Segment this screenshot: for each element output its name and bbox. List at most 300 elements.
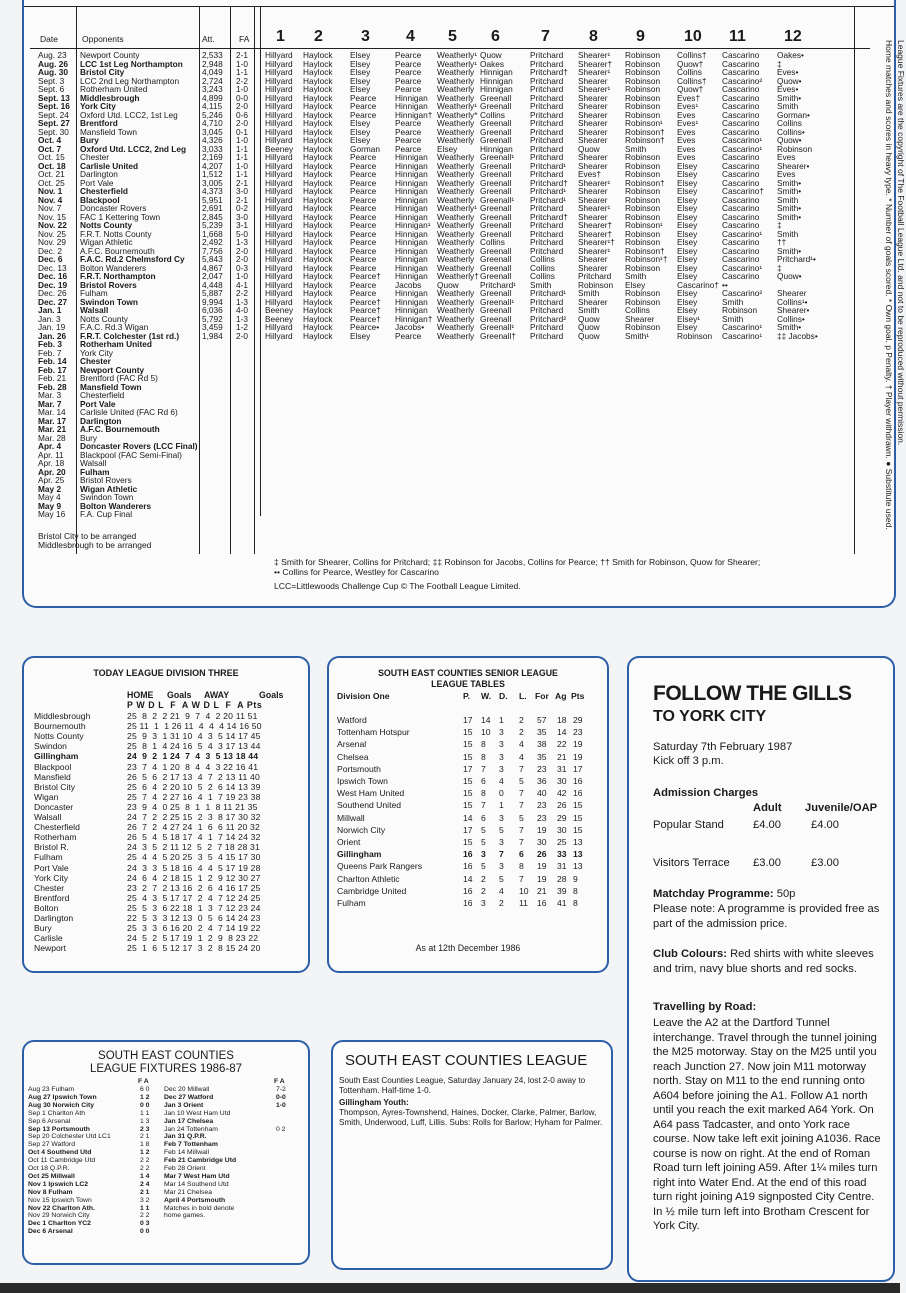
table-value: 30 bbox=[537, 837, 547, 847]
team-name: Orient bbox=[337, 837, 361, 847]
player-name: Quow† bbox=[677, 58, 704, 69]
table-value: 15 bbox=[573, 824, 583, 835]
team-name: Charlton Athletic bbox=[337, 873, 400, 884]
fixture-score: 3-0 bbox=[236, 186, 248, 196]
player-name: Shearer bbox=[578, 126, 608, 137]
player-name: Hinnigan bbox=[395, 254, 428, 264]
team-record: 25 11 1 1 26 11 4 4 4 14 16 50 bbox=[127, 721, 262, 732]
player-name: Elsey bbox=[677, 228, 698, 239]
player-name: Haylock bbox=[303, 254, 333, 264]
youth-fixture-score: 0 3 bbox=[140, 1220, 150, 1228]
fixture-score: 2-2 bbox=[236, 75, 248, 86]
youth-fixture-opponent: Oct 11 Cambridge Utd bbox=[28, 1157, 96, 1165]
col-played: P. bbox=[463, 691, 471, 701]
player-name: Cascarino bbox=[722, 211, 760, 222]
fixture-date: Sept. 30 bbox=[38, 126, 69, 137]
fixture-score: 1-0 bbox=[236, 271, 248, 281]
fixture-date: May 9 bbox=[38, 500, 62, 511]
team-name: Chesterfield bbox=[34, 822, 80, 833]
fixture-date: Apr. 25 bbox=[38, 475, 65, 485]
team-record: 25 7 4 2 27 16 4 1 7 19 23 38 bbox=[127, 791, 261, 802]
youth-fixture-score: 0 2 bbox=[276, 1125, 286, 1133]
player-name: Pearce bbox=[350, 92, 377, 103]
player-name: Hillyard bbox=[265, 67, 293, 77]
player-name: Hillyard bbox=[265, 254, 293, 264]
team-name: Gillingham bbox=[34, 751, 79, 762]
team-name: Ipswich Town bbox=[337, 776, 388, 786]
player-name: Hillyard bbox=[265, 75, 293, 86]
player-name: Haylock bbox=[303, 135, 333, 145]
player-name: Pritchard bbox=[530, 228, 564, 239]
player-name: Hinnigan† bbox=[395, 313, 433, 324]
player-name: Pearce bbox=[395, 67, 422, 77]
player-name: Oakes bbox=[480, 58, 504, 69]
table-value: 7 bbox=[519, 788, 524, 799]
fixture-date: Jan. 19 bbox=[38, 322, 66, 332]
table-value: 8 bbox=[481, 788, 486, 799]
player-name: Pritchard bbox=[530, 92, 564, 103]
table-value: 5 bbox=[481, 824, 486, 835]
fixture-opponent: A.F.C. Bournemouth bbox=[80, 245, 155, 256]
player-name: Hinnigan bbox=[395, 194, 428, 205]
fixture-score: 1-3 bbox=[236, 313, 248, 324]
player-name: Quow• bbox=[777, 135, 802, 145]
table-value: 15 bbox=[463, 788, 473, 799]
youth-result bbox=[331, 1040, 613, 1270]
team-name: Bristol City bbox=[34, 781, 76, 792]
fixture-opponent: F.R.T. Notts County bbox=[80, 228, 152, 239]
table-value: 14 bbox=[463, 812, 473, 823]
adult-header: Adult bbox=[753, 802, 782, 814]
player-name: Pritchard† bbox=[530, 177, 568, 188]
youth-fixture-opponent: Dec 20 Millwall bbox=[164, 1086, 210, 1093]
player-name: •• bbox=[722, 279, 728, 290]
player-name: Hillyard bbox=[265, 279, 293, 290]
player-name: Elsey bbox=[350, 118, 371, 128]
player-name: Greenall bbox=[480, 126, 512, 137]
player-name: Hillyard bbox=[265, 262, 293, 273]
fixture-date: Nov. 4 bbox=[38, 194, 63, 205]
fixture-opponent: F.A.C. Rd.2 Chelmsford Cy bbox=[80, 254, 185, 264]
table-value: 16 bbox=[463, 849, 473, 860]
player-name: †† bbox=[777, 237, 787, 247]
team-name: Notts County bbox=[34, 731, 84, 742]
player-name: Gorman• bbox=[777, 109, 810, 120]
player-name: Weatherly† bbox=[437, 271, 479, 281]
club-colours bbox=[653, 947, 885, 976]
youth-fixture-opponent: Sep 6 Arsenal bbox=[28, 1117, 71, 1125]
youth-fixture-opponent: Mar 14 Southend Utd bbox=[164, 1180, 229, 1188]
player-name: Robinson† bbox=[625, 126, 665, 137]
player-name: Haylock bbox=[303, 143, 333, 154]
player-name: Weatherly bbox=[437, 84, 475, 94]
admission-heading: Admission Charges bbox=[653, 787, 759, 799]
player-name: Pearce bbox=[350, 245, 377, 256]
player-name: Greenall¹ bbox=[480, 194, 515, 205]
team-record: 24 5 2 5 17 19 1 2 9 8 23 22 bbox=[127, 933, 259, 944]
fixture-date: Oct. 15 bbox=[38, 152, 65, 162]
player-name: Pearce• bbox=[350, 322, 380, 332]
team-record: 24 3 5 2 11 12 5 2 7 18 28 31 bbox=[127, 842, 260, 853]
youth-fixture-opponent: Feb 28 Orient bbox=[164, 1165, 206, 1172]
fixture-attendance: 5,951 bbox=[202, 194, 223, 205]
player-name: Quow bbox=[437, 279, 459, 290]
team-name: Gillingham bbox=[337, 849, 382, 860]
player-name: Quow bbox=[480, 50, 502, 60]
fixture-score: 3-0 bbox=[236, 211, 248, 222]
team-name: Tottenham Hotspur bbox=[337, 727, 410, 738]
table-value: 5 bbox=[519, 812, 524, 823]
fixture-date: Dec. 2 bbox=[38, 245, 62, 256]
player-name: Pearce bbox=[395, 135, 422, 145]
player-name: Pritchard¹ bbox=[530, 186, 566, 196]
player-name: Elsey bbox=[677, 296, 698, 307]
player-name: Robinson bbox=[625, 228, 661, 239]
fixture-attendance: 2,691 bbox=[202, 203, 223, 213]
juvenile-header: Juvenile/OAP bbox=[805, 802, 878, 814]
table-value: 18 bbox=[557, 715, 567, 725]
player-name: Shearer bbox=[578, 262, 608, 273]
player-name: Pearce bbox=[350, 220, 377, 230]
player-name: Quow bbox=[578, 143, 600, 154]
player-name: Pritchard† bbox=[530, 67, 568, 77]
fixture-opponent: FAC 1 Kettering Town bbox=[80, 211, 161, 222]
player-name: Hinnigan bbox=[395, 262, 428, 273]
table-value: 13 bbox=[573, 849, 583, 860]
player-name: Pritchard bbox=[530, 220, 564, 230]
youth-fixture-score: 2 3 bbox=[140, 1125, 150, 1133]
youth-fixture-opponent: Nov 29 Norwich City bbox=[28, 1212, 90, 1220]
table-value: 5 bbox=[519, 776, 524, 786]
team-name: Blackpool bbox=[34, 761, 72, 772]
player-name: Hinnigan¹ bbox=[395, 220, 431, 230]
fa-header-right: F A bbox=[274, 1078, 285, 1085]
player-name: Hinnigan bbox=[395, 160, 428, 171]
fixture-opponent: Blackpool (FAC Semi-Final) bbox=[80, 449, 182, 460]
player-name: Shearer bbox=[578, 296, 608, 307]
player-name: Quow† bbox=[677, 84, 704, 94]
player-name: Haylock bbox=[303, 271, 333, 281]
youth-fixture-opponent: Nov 22 Charlton Ath. bbox=[28, 1204, 95, 1212]
team-name: Fulham bbox=[34, 852, 63, 863]
player-name: Cascarino bbox=[722, 58, 760, 69]
player-name: Eves bbox=[677, 135, 696, 145]
player-name: Cascarino¹ bbox=[722, 228, 763, 239]
player-name: Hinnigan bbox=[480, 84, 513, 94]
player-name: Elsey¹ bbox=[677, 313, 701, 324]
table-value: 8 bbox=[573, 898, 578, 908]
player-name: Greenall bbox=[480, 101, 512, 111]
player-name: Haylock bbox=[303, 92, 333, 103]
player-name: Pritchard bbox=[530, 118, 564, 128]
youth-fixtures-title: SOUTH EAST COUNTIES bbox=[98, 1050, 234, 1062]
youth-fixture-score: 7-2 bbox=[276, 1086, 286, 1093]
player-name: Pritchard bbox=[530, 58, 564, 69]
fixture-date: Apr. 4 bbox=[38, 441, 62, 451]
player-name: Hillyard bbox=[265, 135, 293, 145]
player-name: Haylock bbox=[303, 84, 333, 94]
player-name: Greenall bbox=[480, 271, 512, 281]
fixture-attendance: 4,207 bbox=[202, 160, 223, 171]
player-name: Hillyard bbox=[265, 58, 293, 69]
player-name: Pearce† bbox=[350, 305, 381, 315]
youth-fixture-opponent: Mar 7 West Ham Utd bbox=[164, 1172, 230, 1180]
player-name: Quow bbox=[578, 330, 600, 341]
away-travel-info bbox=[627, 656, 895, 1282]
player-name: Shearer bbox=[578, 135, 608, 145]
table-value: 29 bbox=[557, 812, 567, 823]
fixture-attendance: 3,033 bbox=[202, 143, 223, 154]
player-name: Haylock bbox=[303, 220, 333, 230]
team-name: Cambridge United bbox=[337, 885, 407, 896]
table-value: 35 bbox=[537, 727, 547, 738]
player-name: Pritchard bbox=[530, 203, 564, 213]
table-value: 13 bbox=[573, 861, 583, 872]
table-value: 4 bbox=[499, 885, 504, 896]
player-name: Robinson¹† bbox=[625, 254, 668, 264]
player-name: Hinnigan bbox=[395, 305, 428, 315]
player-name: Shearer bbox=[578, 152, 608, 162]
player-name: Weatherly bbox=[437, 160, 475, 171]
date-header: Date bbox=[40, 34, 58, 44]
player-name: Cascarino bbox=[722, 101, 760, 111]
player-name: Hinnigan bbox=[395, 169, 428, 179]
player-name: Robinson bbox=[625, 50, 661, 60]
table-value: 3 bbox=[499, 861, 504, 872]
fixture-opponent: Brentford bbox=[80, 118, 118, 128]
player-name: Haylock bbox=[303, 67, 333, 77]
player-name: Shearer¹† bbox=[578, 237, 615, 247]
player-name: Greenall† bbox=[480, 330, 516, 341]
player-name: Hillyard bbox=[265, 152, 293, 162]
player-name: Greenall bbox=[480, 118, 512, 128]
player-name: Smith¹ bbox=[625, 330, 649, 341]
fixture-score: 2-1 bbox=[236, 194, 248, 205]
team-record: 23 2 7 2 13 16 2 6 4 16 17 25 bbox=[127, 882, 261, 893]
youth-fixture-opponent: Mar 21 Chelsea bbox=[164, 1188, 212, 1196]
fixture-attendance: 5,239 bbox=[202, 220, 223, 230]
youth-fixture-score: 1-0 bbox=[276, 1101, 286, 1109]
player-name: Pearce† bbox=[350, 313, 381, 324]
player-name: Smith• bbox=[777, 211, 802, 222]
player-name: Robinson† bbox=[625, 135, 665, 145]
player-name: Pearce bbox=[395, 58, 422, 69]
player-name: Hillyard bbox=[265, 84, 293, 94]
player-name: Haylock bbox=[303, 109, 333, 120]
player-name: Pritchard bbox=[530, 296, 564, 307]
player-name: Shearer bbox=[578, 118, 608, 128]
team-name: Doncaster bbox=[34, 801, 74, 812]
player-name: Elsey bbox=[350, 135, 371, 145]
player-name: Greenall bbox=[480, 203, 512, 213]
player-name: Elsey bbox=[677, 177, 698, 188]
player-name: Hillyard bbox=[265, 211, 293, 222]
player-name: Haylock bbox=[303, 313, 333, 324]
fixture-attendance: 4,049 bbox=[202, 67, 223, 77]
table-value: 3 bbox=[499, 812, 504, 823]
player-name: Pritchard bbox=[530, 245, 564, 256]
player-name: Hillyard bbox=[265, 330, 293, 341]
fixture-date: Nov. 1 bbox=[38, 186, 63, 196]
fixture-opponent: Bolton Wanderers bbox=[80, 262, 147, 273]
table-value: 2 bbox=[499, 898, 504, 908]
player-name: Pearce bbox=[350, 186, 377, 196]
player-name: Haylock bbox=[303, 177, 333, 188]
player-name: Pritchard bbox=[530, 126, 564, 137]
player-name: Eves bbox=[677, 109, 696, 120]
table-value: 8 bbox=[481, 751, 486, 762]
player-name: Haylock bbox=[303, 211, 333, 222]
player-name: Elsey bbox=[677, 186, 698, 196]
player-name: Robinson bbox=[625, 101, 661, 111]
player-name: Pritchard bbox=[530, 237, 564, 247]
player-name: Haylock bbox=[303, 126, 333, 137]
fixture-date: Feb. 3 bbox=[38, 339, 62, 349]
player-name: Collins bbox=[530, 262, 555, 273]
fixture-attendance: 5,792 bbox=[202, 313, 223, 324]
player-name: Weatherly bbox=[437, 245, 475, 256]
player-name: Robinson¹ bbox=[625, 220, 663, 230]
player-name: Greenall bbox=[480, 288, 512, 298]
fixture-score: 4-1 bbox=[236, 279, 248, 290]
fixture-opponent: Oxford Utd. LCC2, 1st Leg bbox=[80, 109, 178, 120]
position-10-header: 10 bbox=[684, 28, 702, 45]
table-value: 3 bbox=[499, 727, 504, 738]
player-name: Collins bbox=[480, 237, 505, 247]
player-name: Eves bbox=[677, 143, 696, 154]
table-value: 16 bbox=[463, 885, 473, 896]
player-name: Pritchard bbox=[530, 50, 564, 60]
table-value: 16 bbox=[463, 861, 473, 872]
fixture-date: Nov. 7 bbox=[38, 203, 62, 213]
player-name: Robinson bbox=[625, 58, 661, 69]
fixture-opponent: Fulham bbox=[80, 288, 108, 298]
youth-fixture-opponent: April 4 Portsmouth bbox=[164, 1196, 226, 1204]
player-name: Pritchard¹• bbox=[777, 254, 816, 264]
player-name: Smith• bbox=[777, 245, 802, 256]
player-name: Robinson bbox=[625, 194, 661, 205]
table-value: 7 bbox=[519, 824, 524, 835]
fixture-date: Nov. 15 bbox=[38, 211, 66, 222]
team-record: 25 8 1 4 24 16 5 4 3 17 13 44 bbox=[127, 741, 261, 752]
player-name: Pritchard bbox=[530, 143, 564, 154]
table-value: 38 bbox=[537, 739, 547, 750]
fixture-opponent: Middlesbrough bbox=[80, 92, 140, 103]
player-name: Quow bbox=[578, 322, 600, 332]
youth-fixtures-subtitle: LEAGUE FIXTURES 1986-87 bbox=[89, 1063, 243, 1075]
team-name: Watford bbox=[337, 715, 367, 725]
player-name: Hinnigan bbox=[395, 101, 428, 111]
player-name: Robinson bbox=[625, 160, 661, 171]
column-rule bbox=[199, 6, 200, 554]
fixture-date: Feb. 14 bbox=[38, 356, 67, 366]
player-name: Shearer¹ bbox=[578, 84, 611, 94]
fixture-score: 1-0 bbox=[236, 160, 248, 171]
player-name: Haylock bbox=[303, 194, 333, 205]
youth-fixture-opponent: Jan 24 Tottenham bbox=[164, 1125, 218, 1133]
fixture-date: Apr. 11 bbox=[38, 449, 64, 460]
fixture-date: Dec. 27 bbox=[38, 296, 68, 307]
player-name: Collins• bbox=[777, 126, 805, 137]
popular-stand-adult: £4.00 bbox=[753, 819, 781, 831]
player-name: Haylock bbox=[303, 279, 333, 290]
player-name: Cascarino bbox=[722, 169, 760, 179]
table-value: 11 bbox=[519, 898, 528, 908]
player-name: Weatherly bbox=[437, 194, 475, 205]
fixture-opponent: Blackpool bbox=[80, 194, 120, 205]
team-name: Portsmouth bbox=[337, 763, 381, 774]
fixture-date: Mar. 21 bbox=[38, 424, 67, 434]
team-name: Rotherham bbox=[34, 832, 77, 843]
fixture-opponent: F.R.T. Colchester (1st rd.) bbox=[80, 330, 180, 341]
fixture-attendance: 4,448 bbox=[202, 279, 223, 290]
fixture-date: Dec. 26 bbox=[38, 288, 67, 298]
player-name: Weatherly bbox=[437, 152, 475, 162]
player-name: Smith bbox=[722, 296, 744, 307]
player-name: Pritchard bbox=[530, 75, 564, 86]
youth-fixture-opponent: home games. bbox=[164, 1212, 206, 1220]
player-name: Hillyard bbox=[265, 237, 293, 247]
player-name: Shearer bbox=[578, 211, 608, 222]
table-value: 17 bbox=[463, 763, 473, 774]
player-name: Hinnigan bbox=[395, 296, 428, 307]
table-date-note: As at 12th December 1986 bbox=[415, 943, 521, 953]
player-name: Weatherly¹ bbox=[437, 58, 477, 69]
player-name: Pritchard bbox=[530, 305, 564, 315]
fixture-opponent: Mansfield Town bbox=[80, 381, 142, 392]
player-name: Smith bbox=[625, 271, 647, 281]
player-name: Smith• bbox=[777, 203, 802, 213]
player-name: Cascarino† bbox=[722, 186, 764, 196]
fixture-attendance: 3,459 bbox=[202, 322, 223, 332]
fixture-score: 2-0 bbox=[236, 254, 248, 264]
fixture-score: 2-0 bbox=[236, 118, 248, 128]
table-value: 41 bbox=[557, 898, 567, 908]
table-value: 35 bbox=[537, 751, 547, 762]
player-name: Greenall bbox=[480, 186, 512, 196]
score-header: FA bbox=[239, 34, 250, 44]
player-name: Hinnigan bbox=[395, 152, 428, 162]
player-name: Weatherly bbox=[437, 118, 475, 128]
fixture-score: 0-6 bbox=[236, 109, 248, 120]
table-value: 40 bbox=[537, 788, 547, 799]
table-value: 8 bbox=[481, 739, 486, 750]
follow-title: FOLLOW THE GILLS bbox=[653, 682, 852, 705]
fixture-attendance: 1,512 bbox=[202, 169, 223, 179]
player-name: Pritchard bbox=[530, 101, 564, 111]
player-name: Shearer• bbox=[777, 305, 810, 315]
team-name: Port Vale bbox=[34, 862, 69, 873]
table-value: 17 bbox=[463, 824, 473, 835]
player-name: Shearer¹ bbox=[578, 67, 611, 77]
youth-result-intro: South East Counties League, Saturday January 24, lost 2-0 away to Tottenham. Half-time 1-0. bbox=[339, 1076, 586, 1095]
team-record: 26 5 4 5 18 17 4 1 7 14 24 32 bbox=[127, 832, 261, 843]
player-name: Pritchard bbox=[530, 169, 564, 179]
player-name: Greenall bbox=[480, 305, 512, 315]
table-value: 39 bbox=[557, 885, 567, 896]
table-value: 10 bbox=[519, 885, 529, 896]
team-record: 25 3 3 6 16 20 2 4 7 14 19 22 bbox=[127, 923, 261, 934]
player-name: Hinnigan bbox=[395, 228, 428, 239]
column-rule bbox=[854, 6, 855, 554]
fixture-attendance: 4,115 bbox=[202, 101, 223, 111]
player-name: Eves¹ bbox=[677, 101, 699, 111]
fixture-opponent: Oxford Utd. LCC2, 2nd Leg bbox=[80, 143, 187, 154]
youth-fixture-opponent: Jan 17 Chelsea bbox=[164, 1117, 214, 1125]
player-name: Shearer¹ bbox=[578, 203, 611, 213]
fixture-score: 1-0 bbox=[236, 84, 248, 94]
table-value: 15 bbox=[463, 739, 473, 750]
